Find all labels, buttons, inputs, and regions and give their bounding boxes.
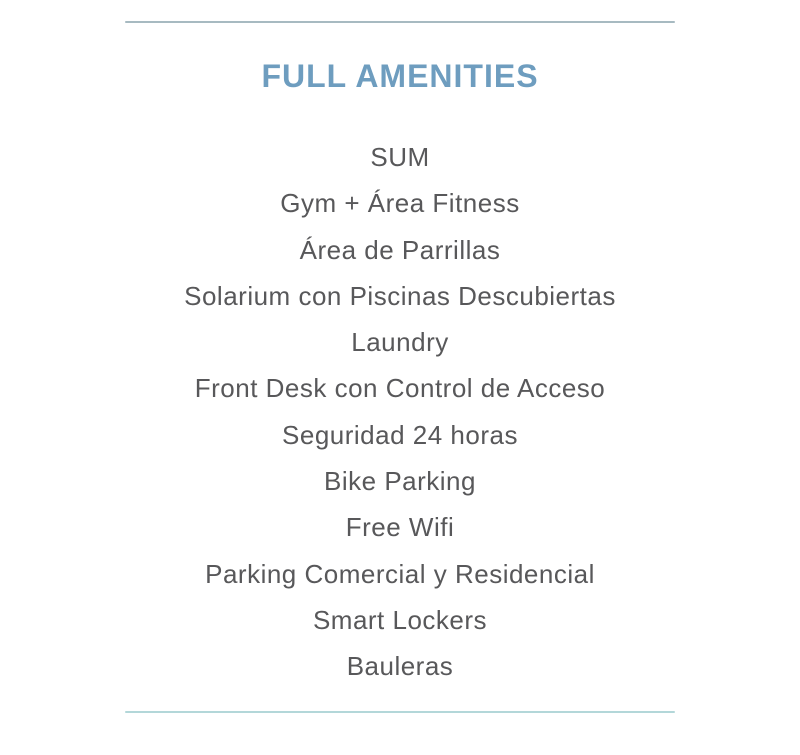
amenity-item: Gym + Área Fitness [280, 188, 520, 219]
amenities-section [0, 21, 800, 755]
amenity-item: Bauleras [346, 651, 454, 682]
amenity-item: Free Wifi [345, 512, 455, 543]
amenity-item: Solarium con Piscinas Descubiertas [184, 280, 616, 311]
amenity-item: Laundry [351, 327, 449, 358]
amenities-list [0, 134, 800, 690]
amenity-item: Front Desk con Control de Acceso [194, 373, 606, 404]
amenity-item: Smart Lockers [312, 604, 488, 635]
amenity-item: Área de Parrillas [299, 234, 501, 265]
bottom-divider [125, 711, 675, 713]
amenity-item: Seguridad 24 horas [282, 419, 518, 450]
amenity-item: Parking Comercial y Residencial [205, 558, 595, 589]
section-title: FULL AMENITIES [261, 58, 539, 94]
amenity-item: SUM [370, 142, 430, 172]
top-divider [125, 21, 675, 23]
amenity-item: Bike Parking [324, 466, 476, 497]
